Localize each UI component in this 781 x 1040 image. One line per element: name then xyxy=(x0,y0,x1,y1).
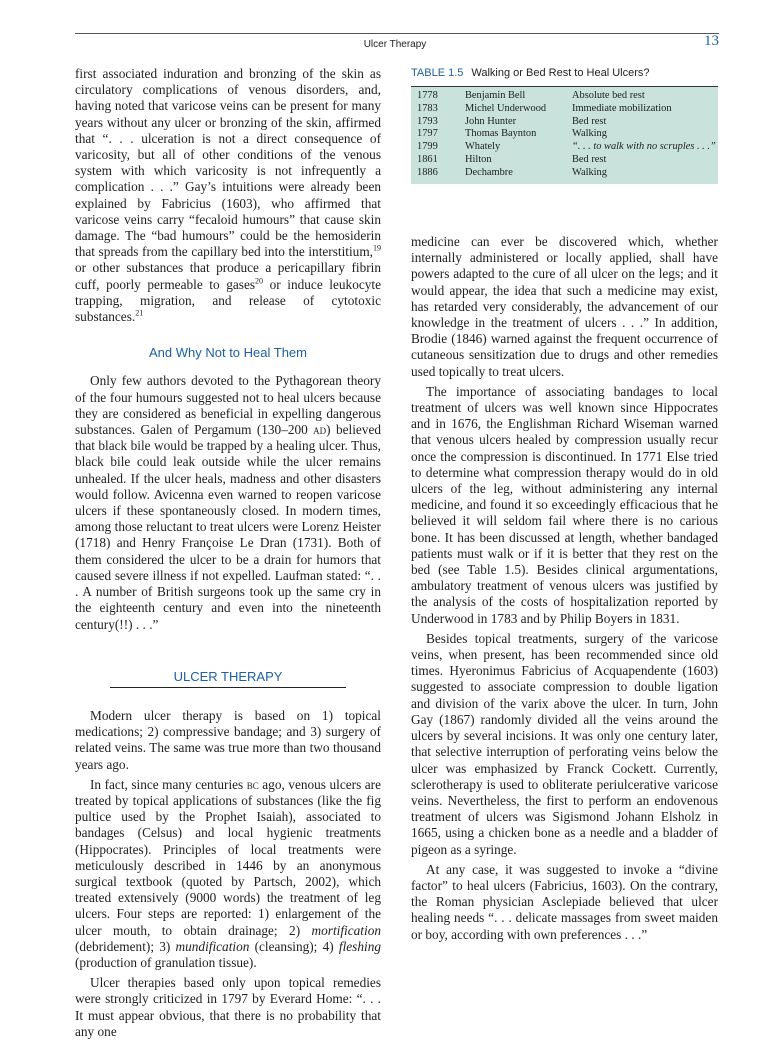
table-row xyxy=(411,103,718,116)
table-row xyxy=(411,128,718,141)
era-abbrev: bc xyxy=(246,776,259,792)
footnote-ref: 21 xyxy=(135,308,144,318)
italic-term: fleshing xyxy=(338,938,381,954)
recommendation-cell: Absolute bed rest xyxy=(572,90,645,101)
footnote-ref: 20 xyxy=(255,276,264,286)
name-cell: Whately xyxy=(465,141,501,153)
year-cell: 1778 xyxy=(417,90,438,101)
paragraph-text: or induce leukocyte trapping, migration, and release of cytotoxic substances. xyxy=(75,276,381,325)
table-title: Walking or Bed Rest to Heal Ulcers? xyxy=(471,67,650,79)
table-row xyxy=(411,167,718,180)
paragraph-text: (debridement); 3) xyxy=(75,938,176,954)
paragraph-text: first associated induration and bronzing of the skin as circulatory complications of venous disorders, and, having noted that varicose veins can be present for many years without any ulcer or bronzing of the skin, affirmed that “. . . ulceration is not a direct consequence of varicosity, but all of other conditions of the venous system with which varicosity is not infrequently a complication . . .” Gay’s intuitions were already been explained by Fabricius (1603), who affirmed that varicose veins carry “fecaloid humours” that cause skin damage. The “bad humours” could be the hemosiderin that spreads from the capillary bed into the interstitium, xyxy=(75,66,381,260)
paragraph: medicine can ever be discovered which, whether internally administered or locally applied, shall have powers adapted to the cure of all ulcer on the legs; and it would appear, the idea that such a medicine may exist, has retarded very considerably, the advancement of our knowledge in the treatment of ulcers . . .” In addition, Brodie (1846) warned against the frequent occurrence of cutaneous sensitization due to drugs and other remedies used topically to treat ulcers. xyxy=(411,234,718,379)
paragraph: Besides topical treatments, surgery of the varicose veins, when present, has been recommended since old times. Hyeronimus Fabricius of Acquapendente (1603) suggested to associate compression to double ligation and division of the varix above the ulcer. In turn, John Gay (1867) randomly divided all the veins around the ulcers by several incisions. It was only one century later, that selective interruption of perforating veins below the ulcer was emphasized by Franck Cockett. Currently, sclerotherapy is used to obliterate periulcerative varicose veins. Nevertheless, the first to perform an endovenous treatment of ulcers was Sigismond Johann Elsholz in 1665, using a chicken bone as a needle and a bladder of pigeon as a syringe. xyxy=(411,630,718,857)
recommendation-cell: Walking xyxy=(572,128,607,140)
header-rule xyxy=(75,33,719,34)
name-cell: Hilton xyxy=(465,153,492,165)
paragraph-text: Only few authors devoted to the Pythagorean theory of the four humours suggested not to heal ulcers because they are considered as beneficial in expelling dangerous substances. Galen of Pergamum (130–200 xyxy=(75,373,381,438)
paragraph-text: (production of granulation tissue). xyxy=(75,954,257,970)
recommendation-cell: Bed rest xyxy=(572,153,607,165)
year-cell: 1799 xyxy=(417,141,438,153)
table-row xyxy=(411,154,718,167)
paragraph xyxy=(75,66,381,325)
recommendation-cell: Immediate mobilization xyxy=(572,102,672,114)
year-cell: 1886 xyxy=(417,166,438,178)
table-row xyxy=(411,90,718,103)
table-row xyxy=(411,141,718,154)
recommendation-cell: “. . . to walk with no scruples . . .” xyxy=(572,141,716,153)
year-cell: 1783 xyxy=(417,102,438,114)
footnote-ref: 19 xyxy=(373,243,381,253)
paragraph xyxy=(75,777,381,971)
section-heading-why-not-heal: And Why Not to Heal Them xyxy=(149,345,307,361)
name-cell: Dechambre xyxy=(465,166,513,178)
year-cell: 1861 xyxy=(417,153,438,165)
paragraph: The importance of associating bandages to local treatment of ulcers was well known since Hippocrates and in 1676, the Englishman Richard Wiseman warned that venous ulcers healed by compression usually recur once the compression is discontinued. In 1771 Else tried to determine what compression therapy would do in old ulcers of the leg, without administering any internal medicine, and found it so exceedingly efficacious that he believed it will seldom fail where there is no carious bone. It has been discussed at length, whether bandaged patients must walk or if it is better that they rest on the bed (see Table 1.5). Besides clinical argumentations, ambulatory treatment of venous ulcers was justified by the analysis of the costs of hospitalization reported by Underwood in 1783 and by Philip Boyers in 1831. xyxy=(411,383,718,626)
table-label: TABLE 1.5 xyxy=(411,67,464,79)
name-cell: Michel Underwood xyxy=(465,102,547,114)
paragraph-text: ) believed that black bile would be trapped by a healing ulcer. Thus, black bile could leak outside while the ulcer remains unhealed. If the ulcer heals, madness and other disasters would follow. Avicenna even warned to reopen varicose ulcers if these spontaneously closed. In modern times, among those reluctant to treat ulcers were Lorenz Heister (1718) and Henry Françoise Le Dran (1731). Both of them considered the ulcer to be a drain for humors that caused severe illness if not expelled. Laufman stated: “. . . A number of British surgeons took up the same cry in the eighteenth century and even into the nineteenth century(!!) . . .” xyxy=(75,422,381,632)
recommendation-cell: Bed rest xyxy=(572,115,607,127)
era-abbrev: ad xyxy=(313,422,327,438)
paragraph-text: In fact, since many centuries xyxy=(90,776,247,792)
table-caption xyxy=(411,67,650,79)
paragraph: Ulcer therapies based only upon topical remedies were strongly criticized in 1797 by Everard Home: “. . . It must appear obvious, that there is no probability that any one xyxy=(75,975,381,1039)
left-column xyxy=(75,66,381,1040)
section-heading-text: ULCER THERAPY xyxy=(110,669,347,688)
paragraph: At any case, it was suggested to invoke a “divine factor” to heal ulcers (Fabricius, 1603). On the contrary, the Roman physician Asclepiade believed that ulcer healing needs “. . . delicate massages from sweet maiden or boy, according with own preferences . . .” xyxy=(411,861,718,942)
paragraph-text: or other substances that produce a pericapillary fibrin cuff, poorly permeable to gases xyxy=(75,260,381,292)
year-cell: 1797 xyxy=(417,128,438,140)
right-column xyxy=(411,234,718,943)
table-walking-bed-rest xyxy=(411,86,718,184)
table-row xyxy=(411,116,718,129)
page-number: 13 xyxy=(704,33,719,49)
italic-term: mundification xyxy=(175,938,250,954)
paragraph: Modern ulcer therapy is based on 1) topical medications; 2) compressive bandage; and 3) surgery of related veins. The same was true more than two thousand years ago. xyxy=(75,707,381,772)
name-cell: John Hunter xyxy=(465,115,517,127)
paragraph xyxy=(75,373,381,632)
name-cell: Benjamin Bell xyxy=(465,90,526,101)
name-cell: Thomas Baynton xyxy=(465,128,537,140)
italic-term: mortification xyxy=(311,922,381,938)
year-cell: 1793 xyxy=(417,115,438,127)
running-head: Ulcer Therapy xyxy=(363,39,427,50)
paragraph-text: (cleansing); 4) xyxy=(249,938,339,954)
section-heading-ulcer-therapy xyxy=(75,669,381,688)
recommendation-cell: Walking xyxy=(572,166,607,178)
paragraph-text: ago, venous ulcers are treated by topical applications of substances (like the fig pultice used by the Prophet Isaiah), associated to bandages (Celsus) and local hygienic treatments (Hippocrates). Principles of local treatments were meticulously described in 1446 by an anonymous surgical textbook (quoted by Partsch, 2002), which treated extensively (9000 words) the treatment of leg ulcers. Four steps are reported: 1) enlargement of the ulcer mouth, to obtain drainage; 2) xyxy=(75,776,381,938)
